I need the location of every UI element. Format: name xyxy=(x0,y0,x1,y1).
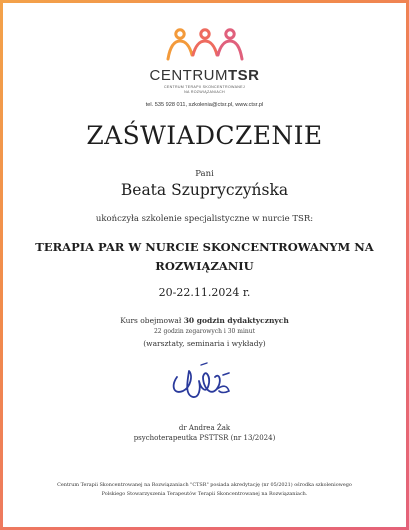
course-hours-prefix: Kurs obejmował xyxy=(120,316,184,325)
brand-subtitle-line2: NA ROZWIĄZANIACH xyxy=(184,89,225,94)
signer-title: psychoterapeutka PSTTSR (nr 13/2024) xyxy=(133,434,276,442)
brand-subtitle xyxy=(3,85,406,94)
course-hours xyxy=(3,316,406,325)
course-forms: (warsztaty, seminaria i wykłady) xyxy=(143,339,266,348)
recipient-name: Beata Szupryczyńska xyxy=(120,181,289,199)
brand-name-part2: TSR xyxy=(228,67,260,84)
course-hours-detail: 22 godzin zegarowych i 30 minut xyxy=(153,328,256,335)
brand-name xyxy=(3,67,406,84)
certificate-body xyxy=(3,3,406,527)
salutation: Pani xyxy=(195,169,214,179)
accreditation-footer xyxy=(33,481,376,499)
footer-line2: Polskiego Stowarzyszenia Terapeutów Terapii Skoncentrowanej na Rozwiązaniach. xyxy=(101,491,308,497)
completion-text: ukończyła szkolenie specjalistyczne w nurcie TSR: xyxy=(95,214,314,224)
signer-name: dr Andrea Żak xyxy=(178,424,231,432)
handwritten-signature xyxy=(163,355,243,407)
course-date: 20-22.11.2024 r. xyxy=(158,286,251,299)
footer-line1: Centrum Terapii Skoncentrowanej na Rozwiązaniach "CTSR" posiada akredytację (nr 05/2021) ośrodka szkoleniowego xyxy=(57,482,352,488)
contact-info: tel. 535 928 011, szkolenia@ctsr.pl, www.ctsr.pl xyxy=(145,102,264,108)
certificate-title: ZAŚWIADCZENIE xyxy=(86,121,323,150)
course-hours-bold: 30 godzin dydaktycznych xyxy=(183,316,289,325)
course-name: TERAPIA PAR W NURCIE SKONCENTROWANYM NA ROZWIĄZANIU xyxy=(35,240,374,273)
brand-subtitle-line1: CENTRUM TERAPII SKONCENTROWANEJ xyxy=(164,85,245,89)
brand-name-part1: CENTRUM xyxy=(149,67,228,84)
